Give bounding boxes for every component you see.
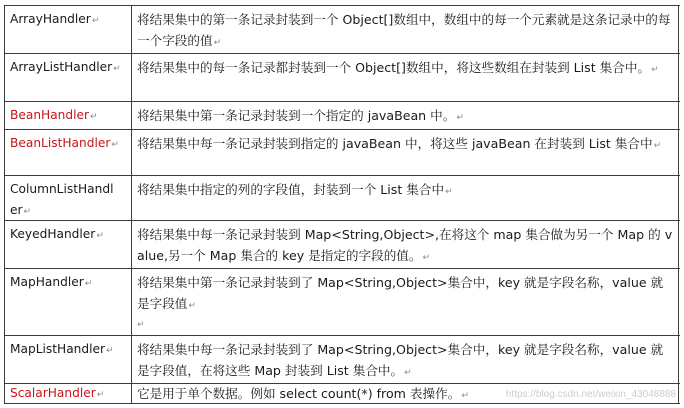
table-row [5, 269, 680, 336]
handler-description: 将结果集中第一条记录封装到一个指定的 javaBean 中。↵ [132, 102, 679, 129]
handler-description: 将结果集中的每一条记录都封装到一个 Object[]数组中，将这些数组在封装到 List 集合中。↵ [132, 54, 679, 101]
handler-name: ColumnListHandl er↵ [5, 176, 132, 220]
paragraph-mark: ↵ [137, 320, 145, 330]
handler-name: ArrayListHandler↵ [5, 54, 132, 101]
handler-description: 将结果集中的第一条记录封装到一个 Object[]数组中，数组中的每一个元素就是这条记录中的每一个字段的值↵ [132, 6, 679, 53]
table-row [5, 130, 680, 176]
handler-description: 将结果集中指定的列的字段值，封装到一个 List 集合中↵ [132, 176, 679, 220]
watermark: https://blog.csdn.net/weixin_43048888 [505, 389, 676, 400]
table-row [5, 6, 680, 54]
handler-name: KeyedHandler↵ [5, 221, 132, 268]
handler-name: BeanHandler↵ [5, 102, 132, 129]
table-row [5, 54, 680, 102]
handler-name: MapHandler↵ [5, 269, 132, 335]
handler-name: MapListHandler↵ [5, 336, 132, 383]
table-row [5, 176, 680, 221]
handler-description: 将结果集中每一条记录封装到指定的 javaBean 中，将这些 javaBean 在封装到 List 集合中↵ [132, 130, 679, 175]
handler-table [4, 5, 680, 404]
handler-description: 它是用于单个数据。例如 select count(*) from 表操作。↵ [132, 384, 679, 403]
table-row [5, 336, 680, 384]
handler-name: ArrayHandler↵ [5, 6, 132, 53]
handler-name: ScalarHandler↵ [5, 384, 132, 403]
handler-description: 将结果集中第一条记录封装到了 Map<String,Object>集合中，key 就是字段名称，value 就是字段值↵ ↵ [132, 269, 679, 335]
table-row [5, 102, 680, 130]
handler-name: BeanListHandler↵ [5, 130, 132, 175]
handler-description: 将结果集中每一条记录封装到 Map<String,Object>,在将这个 map 集合做为另一个 Map 的 value,另一个 Map 集合的 key 是指定的字段的值。↵ [132, 221, 679, 268]
table-row [5, 221, 680, 269]
handler-description: 将结果集中每一条记录封装到了 Map<String,Object>集合中，key 就是字段名称，value 就是字段值，在将这些 Map 封装到 List 集合中。↵ [132, 336, 679, 383]
